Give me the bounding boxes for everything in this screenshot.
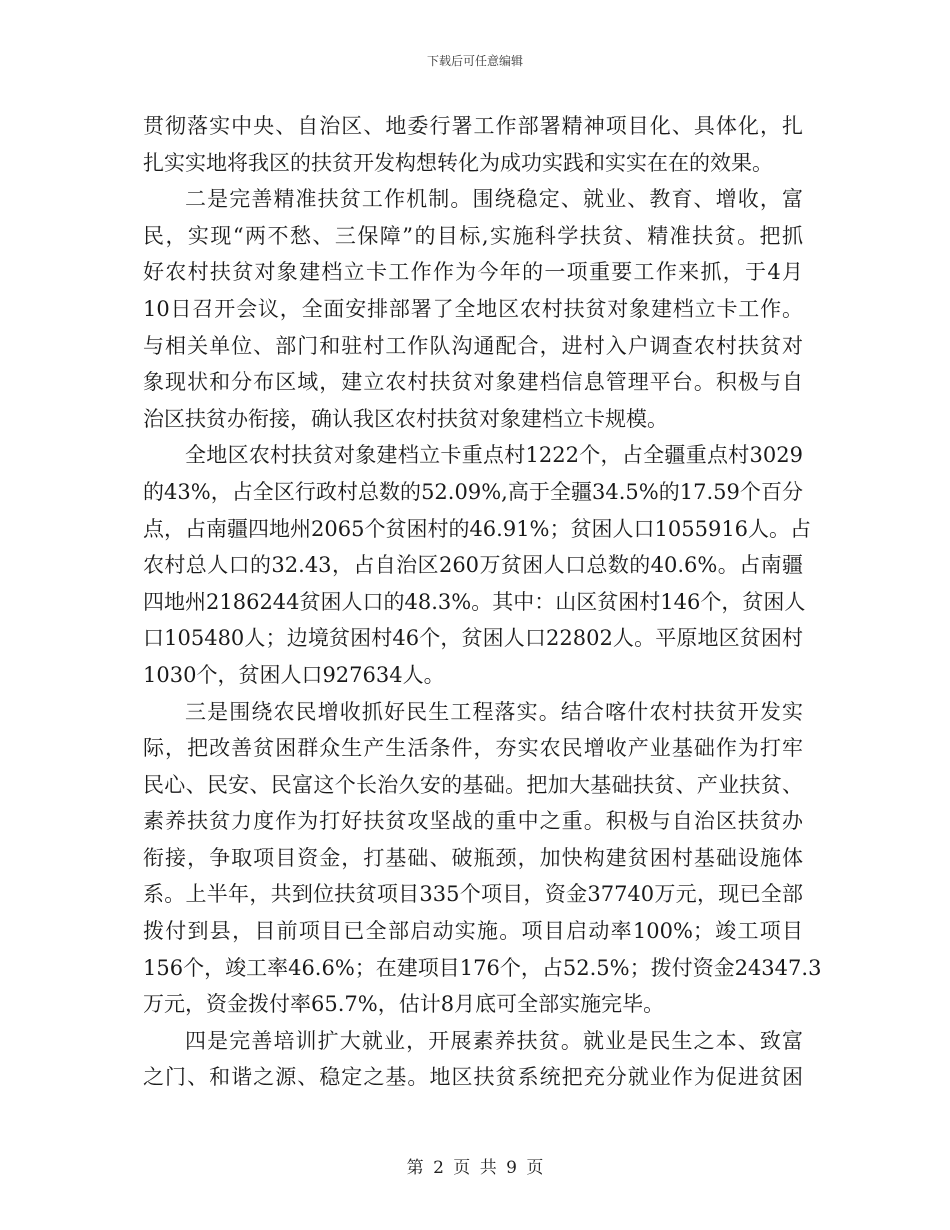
text-line: 之门、和谐之源、稳定之基。地区扶贫系统把充分就业作为促进贫困 <box>143 1065 803 1090</box>
text-line: 口105480人；边境贫困村46个，贫困人口22802人。平原地区贫困村 <box>143 626 803 651</box>
text-line: 际，把改善贫困群众生产生活条件，夯实农民增收产业基础作为打牢 <box>143 736 803 761</box>
text-line: 象现状和分布区域，建立农村扶贫对象建档信息管理平台。积极与自 <box>143 370 803 395</box>
document-body <box>143 108 822 1096</box>
text-line: 1030个，贫困人口927634人。 <box>143 662 445 687</box>
text-line: 民，实现“两不愁、三保障”的目标,实施科学扶贫、精准扶贫。把抓 <box>143 223 803 248</box>
text-line: 民心、民安、民富这个长治久安的基础。把加大基础扶贫、产业扶贫、 <box>143 772 803 797</box>
text-line: 10日召开会议，全面安排部署了全地区农村扶贫对象建档立卡工作。 <box>143 296 803 321</box>
text-line: 四地州2186244贫困人口的48.3%。其中：山区贫困村146个，贫困人 <box>143 589 806 614</box>
text-line: 好农村扶贫对象建档立卡工作作为今年的一项重要工作来抓，于4月 <box>143 260 803 285</box>
text-line: 四是完善培训扩大就业，开展素养扶贫。就业是民生之本、致富 <box>185 1028 803 1053</box>
page-header-note: 下载后可任意编辑 <box>426 54 523 68</box>
text-line: 扎实实地将我区的扶贫开发构想转化为成功实践和实实在在的效果。 <box>143 150 773 175</box>
text-line: 拨付到县，目前项目已全部启动实施。项目启动率100%；竣工项目 <box>143 919 803 944</box>
text-line: 治区扶贫办衔接，确认我区农村扶贫对象建档立卡规模。 <box>143 406 668 431</box>
text-line: 三是围绕农民增收抓好民生工程落实。结合喀什农村扶贫开发实 <box>185 699 803 724</box>
text-line: 贯彻落实中央、自治区、地委行署工作部署精神项目化、具体化，扎 <box>143 114 803 138</box>
text-line: 156个，竣工率46.6%；在建项目176个，占52.5%；拨付资金24347.3 <box>143 955 822 980</box>
text-line: 系。上半年，共到位扶贫项目335个项目，资金37740万元，现已全部 <box>143 882 803 907</box>
text-line: 农村总人口的32.43，占自治区260万贫困人口总数的40.6%。占南疆 <box>143 553 803 578</box>
text-line: 与相关单位、部门和驻村工作队沟通配合，进村入户调查农村扶贫对 <box>143 333 803 358</box>
page-number: 第 2 页 共 9 页 <box>406 1158 544 1178</box>
text-line: 衔接，争取项目资金，打基础、破瓶颈，加快构建贫困村基础设施体 <box>143 845 803 870</box>
text-line: 二是完善精准扶贫工作机制。围绕稳定、就业、教育、增收，富 <box>185 187 803 212</box>
text-line: 万元，资金拨付率65.7%，估计8月底可全部实施完毕。 <box>143 992 665 1017</box>
text-line: 素养扶贫力度作为打好扶贫攻坚战的重中之重。积极与自治区扶贫办 <box>143 809 803 834</box>
text-line: 点，占南疆四地州2065个贫困村的46.91%；贫困人口1055916人。占 <box>143 516 812 541</box>
text-line: 全地区农村扶贫对象建档立卡重点村1222个，占全疆重点村3029 <box>185 443 803 468</box>
text-line: 的43%，占全区行政村总数的52.09%,高于全疆34.5%的17.59个百分 <box>143 479 803 504</box>
